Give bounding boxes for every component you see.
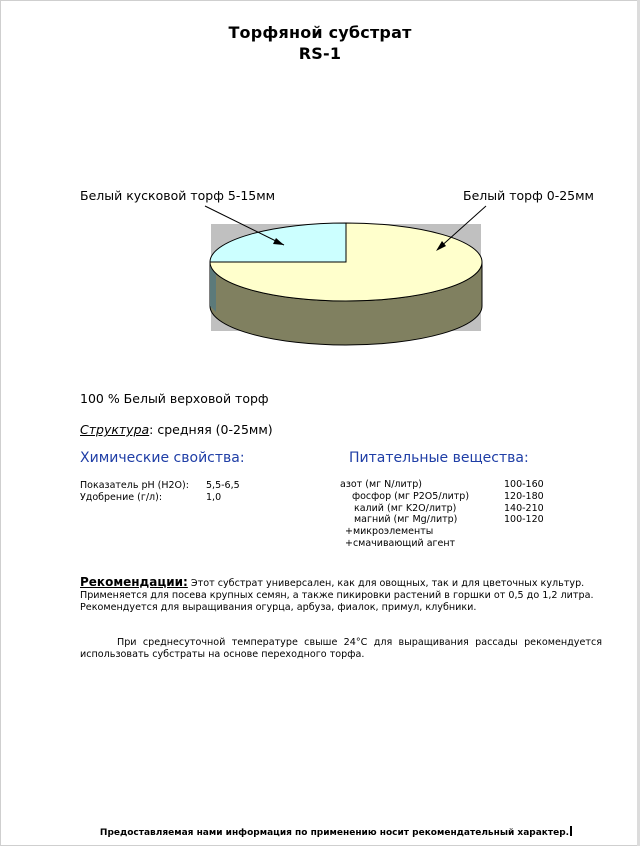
nutrient-value: 140-210 bbox=[504, 502, 544, 514]
chemical-value: 1,0 bbox=[206, 492, 222, 503]
nutrient-row bbox=[340, 479, 544, 491]
chemical-value: 5,5-6,5 bbox=[206, 480, 240, 491]
nutrient-value: 120-180 bbox=[504, 490, 544, 502]
recommendations-heading: Рекомендации: bbox=[80, 575, 188, 589]
chemical-row bbox=[80, 480, 240, 492]
nutrients-table bbox=[340, 479, 544, 550]
nutrient-row bbox=[340, 502, 544, 515]
nutrient-value: 100-120 bbox=[504, 514, 544, 526]
recommendations-text: Этот субстрат универсален, как для овощных, так и для цветочных культур. Применяется для посева крупных семян, а также пикировки растений в горшки от 0,5 до 1,2 литра. Рекомендуется для выращивания огурца, арбуза, фиалок, примул, клубники. bbox=[80, 578, 594, 613]
chemical-label: Показатель pH (H2O): bbox=[80, 480, 189, 491]
temperature-note-text: При среднесуточной температуре свыше 24°С для выращивания рассады рекомендуется использовать субстраты на основе переходного торфа. bbox=[80, 637, 602, 660]
nutrient-label: фосфор (мг P2O5/литр) bbox=[352, 490, 470, 502]
structure-value: : средняя (0-25мм) bbox=[149, 422, 273, 437]
slice-label-chunk-peat: Белый кусковой торф 5-15мм bbox=[80, 188, 276, 203]
chemical-row bbox=[80, 492, 240, 504]
recommendations bbox=[80, 576, 605, 614]
footer-disclaimer bbox=[0, 826, 640, 838]
nutrient-row bbox=[340, 514, 544, 526]
title-line-1: Торфяной субстрат bbox=[228, 23, 412, 42]
nutrient-extra: +микроэлементы bbox=[345, 526, 434, 538]
nutrient-row bbox=[340, 490, 544, 503]
chemical-label: Удобрение (г/л): bbox=[80, 492, 163, 503]
structure-line bbox=[80, 422, 273, 437]
nutrient-label: азот (мг N/литр) bbox=[340, 479, 422, 490]
text-cursor bbox=[570, 826, 572, 836]
nutrient-value: 100-160 bbox=[504, 479, 544, 490]
composition-text: 100 % Белый верховой торф bbox=[80, 391, 269, 406]
structure-label: Структура bbox=[80, 422, 150, 437]
nutrient-label: магний (мг Mg/литр) bbox=[354, 514, 458, 526]
footer-text: Предоставляемая нами информация по применению носит рекомендательный характер. bbox=[99, 828, 570, 838]
chemical-heading: Химические свойства: bbox=[80, 450, 245, 466]
nutrient-label: калий (мг K2O/литр) bbox=[354, 502, 457, 514]
title-line-2: RS-1 bbox=[298, 44, 342, 63]
chemical-table bbox=[80, 480, 240, 504]
nutrients-heading: Питательные вещества: bbox=[349, 450, 529, 466]
nutrient-extra: +смачивающий агент bbox=[345, 537, 456, 549]
temperature-note bbox=[80, 637, 602, 661]
slice-label-white-peat: Белый торф 0-25мм bbox=[463, 188, 594, 203]
